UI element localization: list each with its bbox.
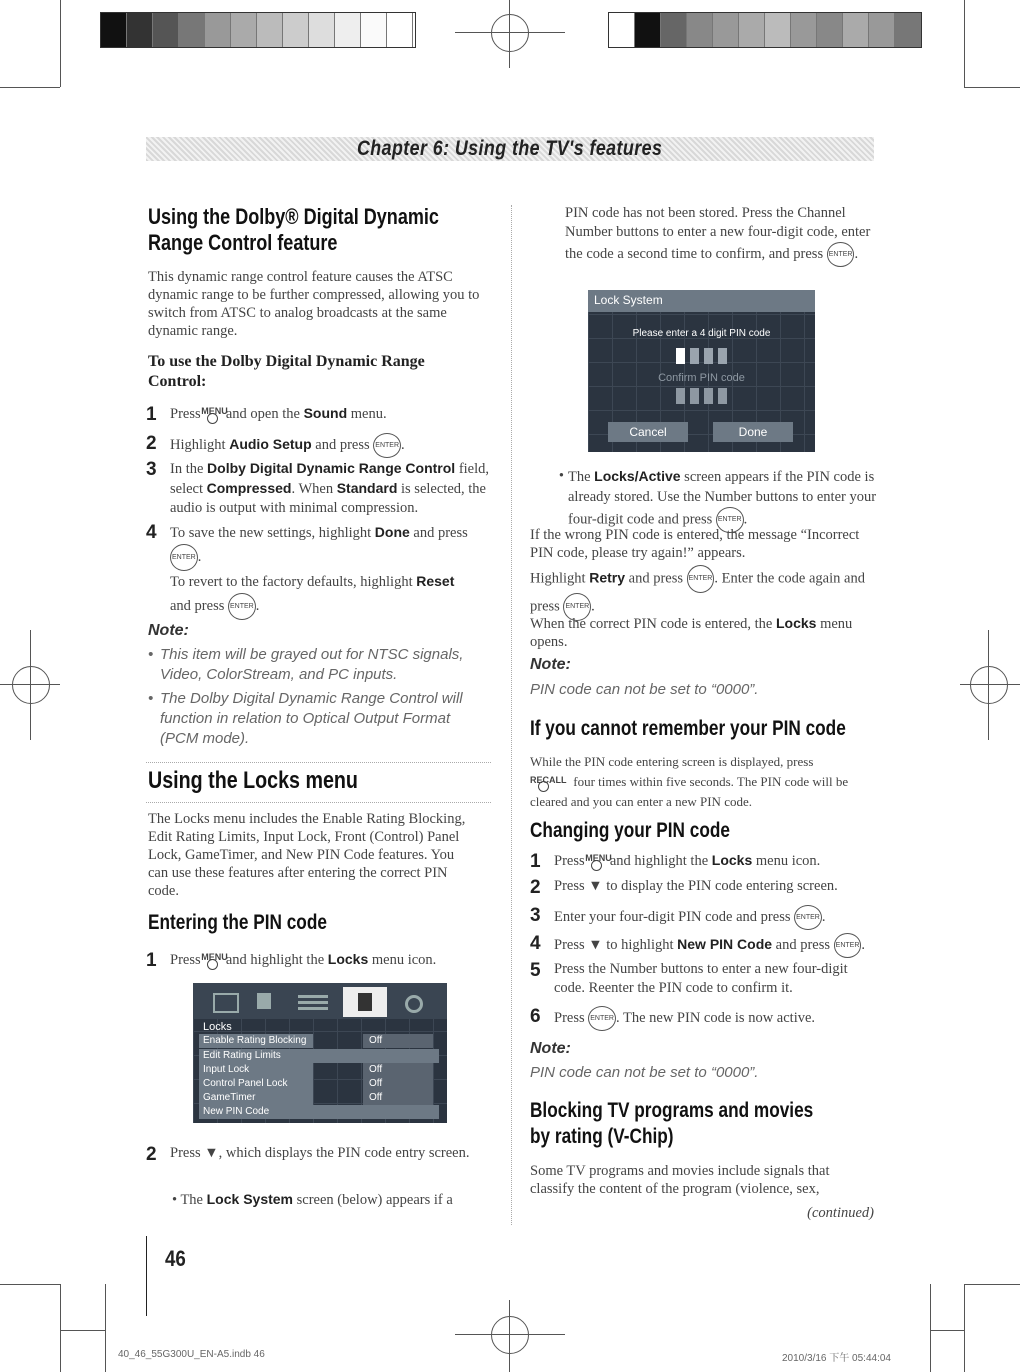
step-text: Highlight [170, 436, 226, 453]
gray-scale-bar [100, 12, 416, 48]
dolby-step-1 [146, 404, 491, 426]
keyword-audio-setup: Audio Setup [229, 435, 312, 452]
locks-active-bullet: • The Locks/Active screen appears if the PIN code is already stored. Use the Number buttons to enter your four-digit code and press ENTER . [538, 466, 883, 533]
forgot-pin-text: While the PIN code entering screen is displayed, press RECALL four times within five seconds. The PIN code will be cleared and you can enter a new PIN code. [530, 754, 849, 809]
column-divider [511, 205, 512, 1225]
step-text: and press [413, 525, 468, 541]
registration-mark [12, 666, 50, 704]
change-step-6: 6 Press ENTER . The new PIN code is now active. [530, 1006, 875, 1031]
cancel-button[interactable]: Cancel [608, 422, 688, 442]
registration-mark [491, 1316, 529, 1354]
step-number: 1 [146, 404, 157, 425]
crop-mark [964, 1284, 965, 1372]
blocking-text: Some TV programs and movies include signals that classify the content of the program (violence, sex, [530, 1163, 830, 1197]
lock-system-header [588, 290, 815, 312]
menu-row-new-pin: New PIN Code [193, 1105, 447, 1119]
changing-pin-title: Changing your PIN code [530, 819, 730, 842]
section-divider [146, 762, 491, 763]
change-step-1: 1 Press MENU and highlight the Locks menu icon. [530, 851, 821, 872]
dolby-intro: This dynamic range control feature causes the ATSC dynamic range to be further compressed, allowing you to switch from ATSC to analog broadcasts at the same dynamic range. [148, 269, 480, 339]
crop-mark [60, 1330, 105, 1331]
pin-prompt: Please enter a 4 digit PIN code [632, 328, 771, 339]
step-text: Press [170, 406, 201, 422]
note-text: This item will be grayed out for NTSC signals, Video, ColorStream, and PC inputs. [160, 646, 464, 683]
dolby-subhead-line1: To use the Dolby Digital Dynamic Range [148, 353, 425, 370]
registration-line [988, 630, 989, 740]
keyword-locks: Locks [711, 852, 753, 868]
locks-title: Using the Locks menu [148, 767, 358, 794]
note-heading: Note: [530, 656, 571, 673]
keyword-drc: Dolby Digital Dynamic Range Control [207, 460, 456, 476]
registration-line [509, 1300, 510, 1372]
step-text: To revert to the factory defaults, highlight [170, 574, 413, 590]
down-arrow-icon: ▼ [588, 878, 603, 894]
note-heading: Note: [148, 622, 189, 639]
registration-line [30, 630, 31, 740]
crop-mark [964, 1284, 1020, 1285]
step-text: menu. [350, 406, 387, 422]
keyword-locks-active: Locks/Active [594, 468, 681, 484]
step-text: In the [170, 461, 204, 477]
change-step-4: 4 Press ▼ to highlight New PIN Code and press ENTER . [530, 933, 875, 958]
step-number: 2 [146, 433, 157, 454]
crop-mark [964, 87, 1020, 88]
keyword-reset: Reset [416, 573, 455, 589]
step-number: 3 [146, 459, 157, 480]
keyword-standard: Standard [336, 480, 398, 496]
enter-button-icon: ENTER [228, 593, 256, 620]
keyword-compressed: Compressed [206, 480, 292, 496]
pin-continued-text: PIN code has not been stored. Press the Channel Number buttons to enter a new four-digit code, enter the code a second time to confirm, and press ENTER . [565, 204, 883, 267]
menu-row-gametimer: GameTimer Off [193, 1091, 447, 1105]
keyword-new-pin-code: New PIN Code [677, 935, 773, 952]
locks-menu-screenshot [193, 983, 447, 1123]
note-text: PIN code can not be set to “0000”. [530, 1064, 759, 1081]
step-text: and press [315, 436, 370, 453]
menu-button-icon: MENU [204, 410, 222, 424]
dolby-step-3 [146, 459, 494, 518]
step-text: and press [170, 597, 225, 614]
step-text: and highlight the [225, 952, 325, 968]
note-text: PIN code can not be set to “0000”. [530, 681, 759, 698]
keyword-lock-system: Lock System [206, 1191, 293, 1207]
crop-mark [60, 1284, 61, 1372]
enter-button-icon: ENTER [834, 933, 862, 958]
chapter-banner [146, 137, 874, 161]
registration-mark [970, 666, 1008, 704]
pin-entry-boxes[interactable] [676, 348, 727, 364]
section-divider [146, 802, 491, 803]
down-arrow-icon: ▼ [204, 1145, 219, 1161]
registration-line [960, 684, 1020, 685]
registration-mark [491, 14, 529, 52]
crop-mark [930, 1330, 964, 1331]
keyword-locks: Locks [776, 615, 817, 631]
change-step-5: 5 Press the Number buttons to enter a new four-digit code. Reenter the PIN code to confirm it. [530, 960, 848, 996]
down-arrow-icon: ▼ [588, 936, 603, 953]
enter-button-icon: ENTER [563, 593, 591, 621]
note-item: • The Dolby Digital Dynamic Range Control will function in relation to Optical Output Format (PCM mode). [148, 689, 488, 749]
blocking-title-line1: Blocking TV programs and movies [530, 1099, 814, 1122]
change-step-3: 3 Enter your four-digit PIN code and press ENTER . [530, 905, 875, 930]
dolby-subhead-line2: Control: [148, 373, 207, 390]
crop-mark [964, 0, 965, 87]
lock-system-screenshot [588, 290, 815, 452]
lock-system-title: Lock System [594, 293, 663, 307]
crop-mark [105, 1284, 106, 1372]
registration-line [455, 32, 565, 33]
dolby-title-line1: Using the Dolby® Digital Dynamic [148, 204, 439, 229]
dolby-step-2: 2 Highlight Audio Setup and press ENTER . [146, 433, 491, 458]
blocking-title-line2: by rating (V-Chip) [530, 1125, 674, 1148]
menu-button-icon: MENU [588, 857, 606, 871]
menu-row-enable-rating: Enable Rating Blocking Off [193, 1034, 447, 1048]
menu-row-input-lock: Input Lock Off [193, 1063, 447, 1077]
recall-button-icon: RECALL [530, 778, 570, 792]
enter-button-icon: ENTER [170, 544, 198, 571]
step-text: Press [170, 1145, 201, 1161]
forgot-pin-title: If you cannot remember your PIN code [530, 717, 846, 740]
picture-icon [213, 993, 239, 1013]
page-number: 46 [165, 1246, 186, 1271]
step-number: 1 [146, 950, 157, 971]
step-text: . When [291, 481, 334, 497]
registration-line [455, 1334, 565, 1335]
setup-icon [298, 995, 328, 998]
done-button[interactable]: Done [713, 422, 793, 442]
menu-button-icon: MENU [204, 956, 222, 970]
crop-mark [60, 0, 61, 87]
keyword-locks: Locks [327, 951, 369, 967]
preferences-icon [405, 995, 423, 1013]
crop-mark [930, 1284, 931, 1372]
enter-button-icon: ENTER [588, 1006, 616, 1031]
step-text: menu icon. [371, 952, 437, 968]
step-number: 2 [146, 1144, 157, 1165]
registration-line [509, 0, 510, 68]
dolby-title-line2: Range Control feature [148, 230, 338, 255]
page-number-rule [146, 1236, 147, 1316]
chapter-title: Chapter 6: Using the TV's features [357, 137, 663, 160]
enter-button-icon: ENTER [827, 242, 855, 267]
keyword-sound: Sound [303, 405, 348, 421]
lock-system-bullet: • The Lock System screen (below) appears if a [172, 1191, 453, 1208]
continued-label: (continued) [807, 1205, 874, 1221]
note-heading: Note: [530, 1040, 571, 1057]
crop-mark [0, 1284, 60, 1285]
keyword-done: Done [374, 524, 410, 540]
crop-mark [0, 87, 60, 88]
note-item: • This item will be grayed out for NTSC signals, Video, ColorStream, and PC inputs. [148, 645, 488, 685]
retry-text: Highlight Retry and press ENTER . Enter the code again and press ENTER . [530, 565, 875, 621]
wrong-pin-text: If the wrong PIN code is entered, the message “Incorrect PIN code, please try again!” appears. [530, 527, 860, 561]
step-number: 4 [146, 522, 157, 543]
note-text: The Dolby Digital Dynamic Range Control will function in relation to Optical Output Format (PCM mode). [160, 690, 463, 747]
slug-timestamp: 2010/3/16 下午 05:44:04 [782, 1353, 891, 1364]
dolby-step-4: 4 To save the new settings, highlight Done and press ENTER . To revert to the factory defaults, highlight Reset and press ENTER . [146, 522, 491, 620]
enter-button-icon: ENTER [687, 565, 715, 593]
menu-row-edit-rating: Edit Rating Limits [193, 1049, 447, 1063]
enter-button-icon: ENTER [716, 507, 744, 533]
sound-icon [257, 993, 271, 1009]
change-step-2: 2 Press ▼ to display the PIN code entering screen. [530, 877, 838, 898]
entering-pin-step-1 [146, 950, 491, 972]
step-text: is selected, the audio is output with minimal compression. [170, 481, 486, 516]
locks-screen-title: Locks [203, 1021, 232, 1033]
locks-icon [343, 987, 387, 1017]
confirm-pin-boxes[interactable] [676, 388, 727, 404]
step-text: and open the [225, 406, 300, 422]
step-text: To save the new settings, highlight [170, 525, 372, 541]
entering-pin-title: Entering the PIN code [148, 911, 327, 934]
confirm-pin-label: Confirm PIN code [658, 372, 745, 384]
locks-intro: The Locks menu includes the Enable Rating Blocking, Edit Rating Limits, Input Lock, Front (Control) Panel Lock, GameTimer, and New PIN Code features. You can use these features after entering the correct PIN code. [148, 811, 466, 899]
menu-icon-bar [193, 983, 447, 1019]
enter-button-icon: ENTER [373, 433, 401, 458]
step-text: Press [170, 952, 201, 968]
enter-button-icon: ENTER [794, 905, 822, 930]
step-text: , which displays the PIN code entry screen. [218, 1145, 470, 1161]
step-text: field, select [170, 461, 490, 497]
slug-filename: 40_46_55G300U_EN-A5.indb 46 [118, 1349, 265, 1360]
menu-row-control-panel: Control Panel Lock Off [193, 1077, 447, 1091]
correct-pin-text: When the correct PIN code is entered, the Locks menu opens. [530, 615, 853, 650]
entering-pin-step-2 [146, 1144, 491, 1166]
color-bar [608, 12, 922, 48]
keyword-retry: Retry [589, 569, 626, 586]
